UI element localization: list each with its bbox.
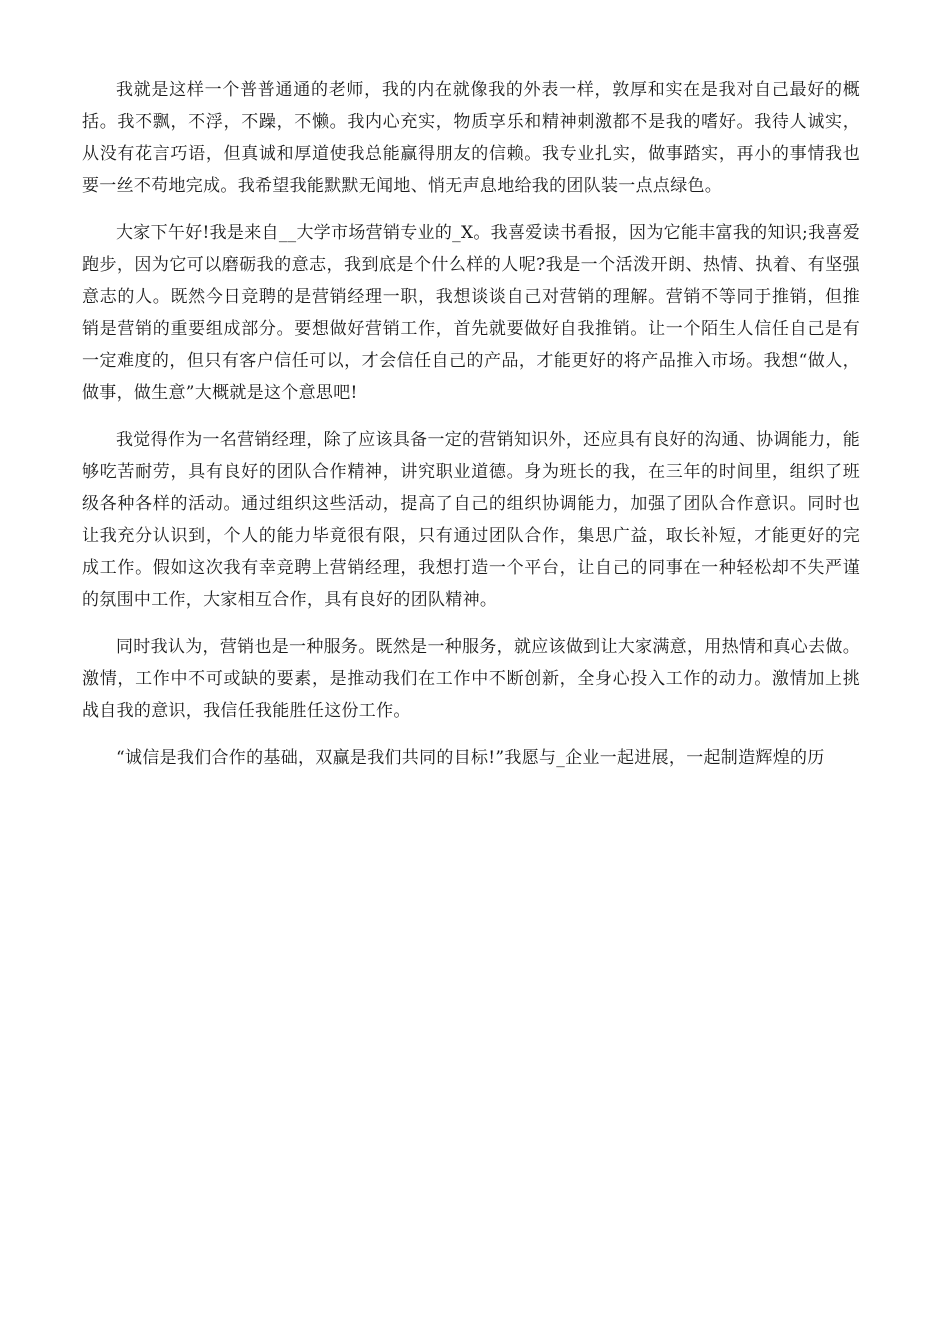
paragraph-introduction: 大家下午好!我是来自__大学市场营销专业的_X。我喜爱读书看报，因为它能丰富我的知识;我喜爱跑步，因为它可以磨砺我的意志，我到底是个什么样的人呢?我是一个活泼开朗、热情、执着、有坚强意志的人。既然今日竞聘的是营销经理一职，我想谈谈自己对营销的理解。营销不等同于推销，但推销是营销的重要组成部分。要想做好营销工作，首先就要做好自我推销。让一个陌生人信任自己是有一定难度的，但只有客户信任可以，才会信任自己的产品，才能更好的将产品推入市场。我想“做人，做事，做生意”大概就是这个意思吧! [82, 223, 860, 403]
document-body [82, 74, 860, 789]
paragraph-closing: “诚信是我们合作的基础，双赢是我们共同的目标!”我愿与_企业一起进展，一起制造辉煌的历 [116, 748, 825, 768]
paragraph-manager-qualities: 我觉得作为一名营销经理，除了应该具备一定的营销知识外，还应具有良好的沟通、协调能力，能够吃苦耐劳，具有良好的团队合作精神，讲究职业道德。身为班长的我，在三年的时间里，组织了班级各种各样的活动。通过组织这些活动，提高了自己的组织协调能力，加强了团队合作意识。同时也让我充分认识到，个人的能力毕竟很有限，只有通过团队合作，集思广益，取长补短，才能更好的完成工作。假如这次我有幸竞聘上营销经理，我想打造一个平台，让自己的同事在一种轻松却不失严谨的氛围中工作，大家相互合作，具有良好的团队精神。 [82, 430, 860, 610]
paragraph-marketing-service: 同时我认为，营销也是一种服务。既然是一种服务，就应该做到让大家满意，用热情和真心去做。激情，工作中不可或缺的要素，是推动我们在工作中不断创新，全身心投入工作的动力。激情加上挑战自我的意识，我信任我能胜任这份工作。 [82, 637, 860, 721]
paragraph-self-description: 我就是这样一个普普通通的老师，我的内在就像我的外表一样，敦厚和实在是我对自己最好的概括。我不飘，不浮，不躁，不懒。我内心充实，物质享乐和精神刺激都不是我的嗜好。我待人诚实，从没有花言巧语，但真诚和厚道使我总能赢得朋友的信赖。我专业扎实，做事踏实，再小的事情我也要一丝不苟地完成。我希望我能默默无闻地、悄无声息地给我的团队装一点点绿色。 [82, 80, 860, 196]
